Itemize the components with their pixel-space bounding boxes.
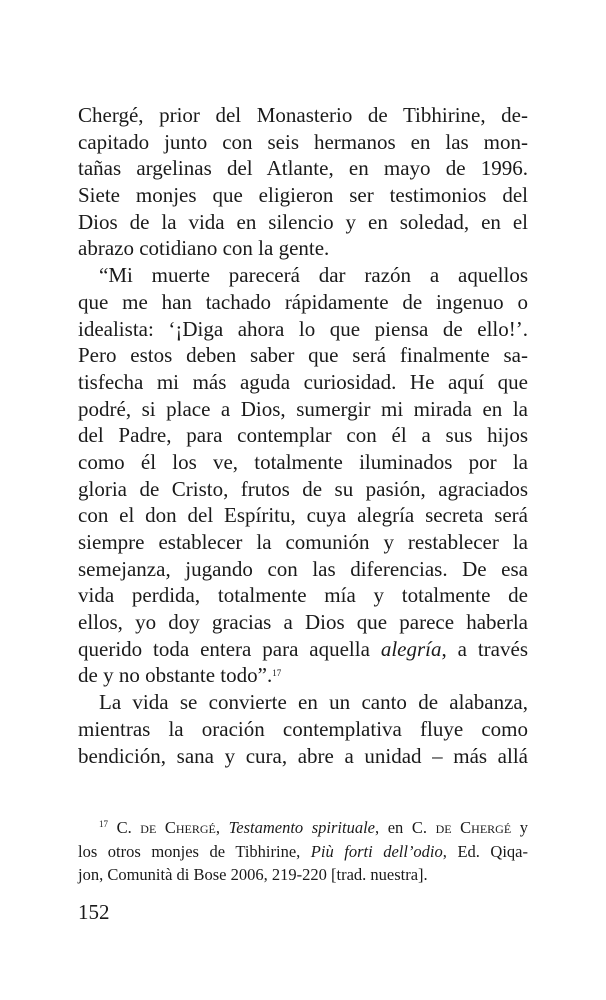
text-line: tañas argelinas del Atlante, en mayo de 1996. [78,156,528,181]
text-line: idealista: ‘¡Diga ahora lo que piensa de ello!’. [78,316,528,341]
footnote [78,816,528,887]
text-line: con el don del Espíritu, cuya alegría secreta será [78,503,528,528]
text-line: gloria de Cristo, frutos de su pasión, agraciados [78,476,528,501]
text-line: capitado junto con seis hermanos en las mon- [78,129,528,154]
text-line: abrazo cotidiano con la gente. [78,236,330,261]
text-line: Dios de la vida en silencio y en soledad, en el [78,209,528,234]
text-line: podré, si place a Dios, sumergir mi mirada en la [78,396,528,421]
text-line: que me han tachado rápidamente de ingenuo o [78,289,528,314]
text-line: ellos, yo doy gracias a Dios que parece haberla [78,610,528,635]
text-line: bendición, sana y cura, abre a unidad – más allá [78,743,528,768]
text-line: Siete monjes que eligieron ser testimonios del [78,183,528,208]
text-line: como él los ve, totalmente iluminados por la [78,449,528,474]
footnote-line: $^{17}$ C. de Chergé, Testamento spirituale, en C. de Chergé y [99,818,529,837]
text-line: vida perdida, totalmente mía y totalmente de [78,583,528,608]
text-line: La vida se convierte en un canto de alabanza, [99,690,528,715]
text-line: siempre establecer la comunión y restablecer la [78,530,528,554]
text-line: semejanza, jugando con las diferencias. De esa [78,556,528,581]
text-line: “Mi muerte parecerá dar razón a aquellos [99,263,528,288]
text-line: tisfecha mi más aguda curiosidad. He aquí que [78,369,528,394]
page-number: 152 [78,900,110,924]
text-line: Pero estos deben saber que será finalmente sa- [78,343,528,368]
text-line: del Padre, para contemplar con él a sus hijos [78,423,528,448]
body-text [78,102,528,769]
footnote-line: jon, Comunità di Bose 2006, 219-220 [trad. nuestra]. [78,865,428,884]
footnote-ref[interactable]: 17 [272,668,282,679]
text-line: Chergé, prior del Monasterio de Tibhirine, de- [78,103,528,127]
text-line: querido toda entera para aquella alegría, a través [78,636,528,661]
footnote-line: los otros monjes de Tibhirine, Più forti dell’odio, Ed. Qiqa- [78,841,528,861]
text-line: mientras la oración contemplativa fluye como [78,716,528,741]
text-line: de y no obstante todo”.$^{17}$ [78,663,282,688]
